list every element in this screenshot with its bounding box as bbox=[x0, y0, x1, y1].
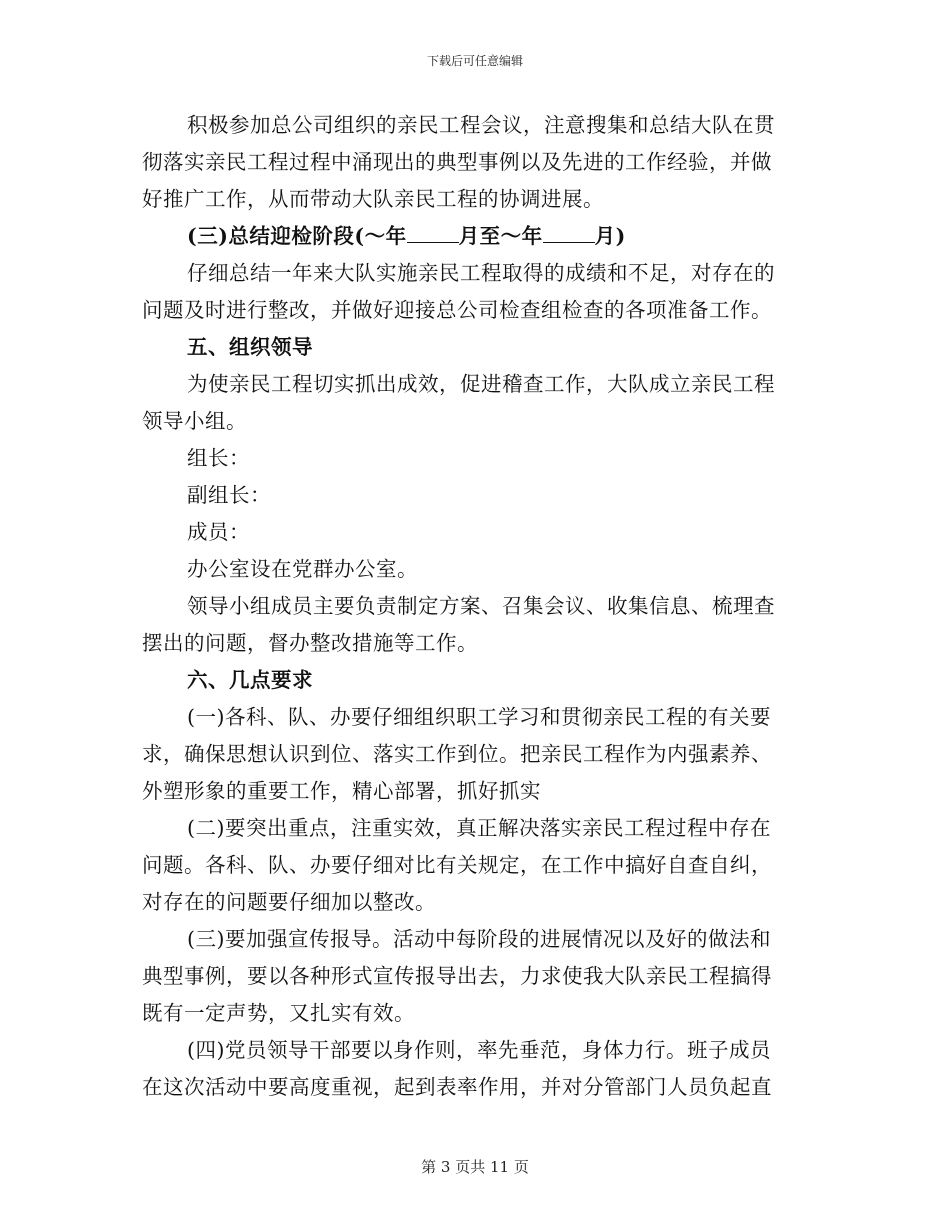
blank-underline bbox=[543, 222, 595, 243]
paragraph-line: (一)各科、队、办要仔细组织职工学习和贯彻亲民工程的有关要 bbox=[187, 705, 771, 729]
leader-label: 组长： bbox=[187, 446, 250, 470]
paragraph-line: 求，确保思想认识到位、落实工作到位。把亲民工程作为内强素养、 bbox=[142, 742, 772, 766]
paragraph-line: 问题及时进行整改，并做好迎接总公司检查组检查的各项准备工作。 bbox=[142, 298, 772, 322]
paragraph-line: 既有一定声势，又扎实有效。 bbox=[142, 1001, 415, 1025]
blank-underline bbox=[407, 222, 459, 243]
heading-text: 月) bbox=[594, 224, 626, 248]
page-header: 下载后可任意编辑 bbox=[426, 54, 523, 68]
paragraph-line: 为使亲民工程切实抓出成效，促进稽查工作，大队成立亲民工程 bbox=[187, 372, 775, 396]
paragraph-line: 积极参加总公司组织的亲民工程会议，注意搜集和总结大队在贯 bbox=[187, 113, 775, 137]
section-heading-3 bbox=[142, 218, 808, 255]
paragraph-line: 对存在的问题要仔细加以整改。 bbox=[142, 890, 436, 914]
paragraph-line: 外塑形象的重要工作，精心部署，抓好抓实 bbox=[142, 779, 541, 803]
paragraph-line: 彻落实亲民工程过程中涌现出的典型事例以及先进的工作经验，并做 bbox=[142, 150, 772, 174]
paragraph-line: 在这次活动中要高度重视，起到表率作用，并对分管部门人员负起直 bbox=[142, 1075, 772, 1099]
section-heading-6: 六、几点要求 bbox=[187, 668, 313, 692]
page-footer: 第 3 页共 11 页 bbox=[421, 1158, 529, 1176]
paragraph-line: 问题。各科、队、办要仔细对比有关规定，在工作中搞好自查自纠， bbox=[142, 853, 772, 877]
heading-text: 月至～年 bbox=[458, 224, 543, 248]
section-heading-5: 五、组织领导 bbox=[187, 335, 313, 359]
paragraph-line: 办公室设在党群办公室。 bbox=[187, 557, 418, 581]
paragraph-line: (三)要加强宣传报导。活动中每阶段的进展情况以及好的做法和 bbox=[187, 927, 771, 951]
paragraph-line: 领导小组。 bbox=[142, 409, 247, 433]
heading-text: (三)总结迎检阶段(～年 bbox=[187, 224, 407, 248]
paragraph-line: 仔细总结一年来大队实施亲民工程取得的成绩和不足，对存在的 bbox=[187, 261, 775, 285]
document-body bbox=[142, 107, 808, 1106]
deputy-leader-label: 副组长： bbox=[187, 483, 271, 507]
paragraph-line: 典型事例，要以各种形式宣传报导出去，力求使我大队亲民工程搞得 bbox=[142, 964, 772, 988]
paragraph-line: (四)党员领导干部要以身作则，率先垂范，身体力行。班子成员 bbox=[187, 1038, 771, 1062]
paragraph-line: 领导小组成员主要负责制定方案、召集会议、收集信息、梳理查 bbox=[187, 594, 775, 618]
paragraph-line: 好推广工作，从而带动大队亲民工程的协调进展。 bbox=[142, 187, 604, 211]
paragraph-line: (二)要突出重点，注重实效，真正解决落实亲民工程过程中存在 bbox=[187, 816, 771, 840]
members-label: 成员： bbox=[187, 520, 250, 544]
paragraph-line: 摆出的问题，督办整改措施等工作。 bbox=[142, 631, 478, 655]
